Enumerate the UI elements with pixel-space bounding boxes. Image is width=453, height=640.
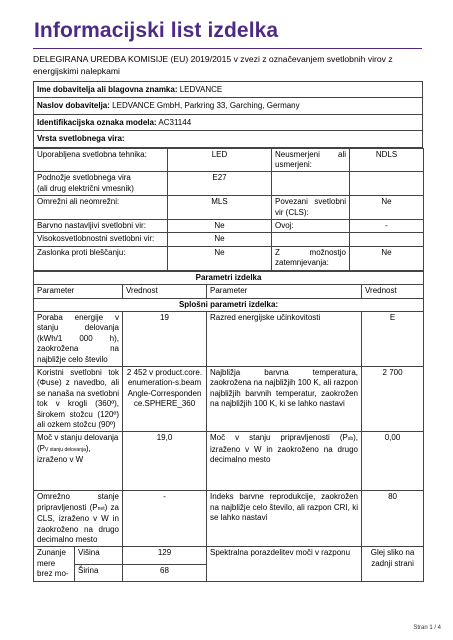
width-value: 68 [123, 564, 207, 581]
envelope-label: Ovoj: [272, 220, 350, 233]
supplier-name-value: LEDVANCE [179, 85, 223, 94]
standby-power-value: 0,00 [362, 432, 424, 491]
technology-value: LED [168, 148, 272, 172]
table-row [34, 491, 424, 547]
source-type-heading: Vrsta svetlobnega vira: [34, 131, 423, 147]
width-label: Širina [75, 564, 123, 581]
useful-flux-value: 2 452 v product.core.enumeration-s.beamAngle-Correspondence.SPHERE_360 [123, 366, 207, 431]
mains-value: MLS [168, 196, 272, 220]
envelope-value: - [350, 220, 424, 233]
supplier-address-value: LEDVANCE GmbH, Parkring 33, Garching, Germany [112, 101, 300, 111]
standby-power-label: Moč v stanju pripravljenosti (Psb), izraženo v W in zaokroženo na drugo decimalno mesto [207, 432, 362, 491]
supplier-table [33, 81, 423, 148]
dimmable-value: Ne [350, 246, 424, 270]
networked-standby-label: Omrežno stanje pripravljenosti (Pnet) za CLS, izraženo v W in zaokroženo na drugo decimalno mesto [34, 491, 123, 547]
table-row [34, 311, 424, 366]
dimensions-label: Zunanje mere brez mo- [34, 547, 75, 581]
empty-cell [272, 172, 350, 196]
cap-label [34, 172, 168, 196]
on-mode-power-value: 19,0 [123, 432, 207, 491]
energy-class-value: E [362, 311, 424, 366]
parameters-heading: Parametri izdelka [34, 271, 424, 284]
cri-value: 80 [362, 491, 424, 547]
parameters-table [33, 271, 424, 582]
supplier-name-label: Ime dobavitelja ali blagovna znamka: [37, 85, 178, 94]
empty-cell [350, 233, 424, 246]
cap-label-line1: Podnožje svetlobnega vira [37, 173, 131, 183]
colour-temperature-value: 2 700 [362, 366, 424, 431]
table-row [34, 246, 424, 270]
column-header-value: Vrednost [123, 285, 207, 298]
empty-cell [350, 172, 424, 196]
useful-flux-label: Koristni svetlobni tok (Φuse) z navedbo, ali se nanaša na svetlobni tok v krogli (360º), širokem stožcu (120º) ali ozkem stožcu (90º) [34, 366, 123, 431]
table-row [34, 196, 424, 220]
anti-glare-value: Ne [168, 246, 272, 270]
cls-value: Ne [350, 196, 424, 220]
colour-tuneable-value: Ne [168, 220, 272, 233]
page-number: Stran 1 / 4 [413, 625, 441, 631]
table-row [34, 432, 424, 491]
supplier-name-row [34, 82, 423, 98]
anti-glare-label: Zaslonka proti bleščanju: [34, 246, 168, 270]
directional-label: Neusmerjeni ali usmerjeni: [272, 148, 350, 172]
table-row [34, 148, 424, 172]
cls-label: Povezani svetlobni vir (CLS): [272, 196, 350, 220]
general-parameters-heading: Splošni parametri izdelka: [34, 298, 424, 311]
height-label: Višina [75, 547, 123, 564]
on-mode-power-label: Moč v stanju delovanja (PV stanju delovanja), izraženo v W [34, 432, 123, 491]
table-header-row [34, 285, 424, 298]
high-luminance-value: Ne [168, 233, 272, 246]
technology-label: Uporabljena svetlobna tehnika: [34, 148, 168, 172]
cap-label-line2: (ali drug električni vmesnik) [37, 183, 134, 193]
source-type-table [33, 148, 424, 271]
model-identifier-value: AC31144 [158, 117, 192, 127]
product-information-sheet [33, 81, 423, 582]
table-row [34, 233, 424, 246]
directional-value: NDLS [350, 148, 424, 172]
title-divider [33, 48, 422, 49]
energy-consumption-value: 19 [123, 311, 207, 366]
high-luminance-label: Visokosvetlobnostni svetlobni vir: [34, 233, 168, 246]
page-title: Informacijski list izdelka [34, 19, 279, 42]
regulation-subtitle: DELEGIRANA UREDBA KOMISIJE (EU) 2019/2015 v zvezi z označevanjem svetlobnih virov z energijskimi nalepkami [33, 54, 393, 76]
table-row [34, 220, 424, 233]
table-row [34, 172, 424, 196]
spectral-distribution-label: Spektralna porazdelitev moči v razponu [207, 547, 362, 581]
energy-class-label: Razred energijske učinkovitosti [207, 311, 362, 366]
table-row [34, 366, 424, 431]
model-identifier-row [34, 114, 423, 130]
column-header-parameter: Parameter [207, 285, 362, 298]
column-header-value: Vrednost [362, 285, 424, 298]
spectral-distribution-value: Glej sliko na zadnji strani [362, 547, 424, 581]
colour-tuneable-label: Barvno nastavljivi svetlobni vir: [34, 220, 168, 233]
cri-label: Indeks barvne reprodukcije, zaokrožen na najbližje celo število, ali razpon CRI, ki se lahko nastavi [207, 491, 362, 547]
cap-value: E27 [168, 172, 272, 196]
networked-standby-value: - [123, 491, 207, 547]
supplier-address-label: Naslov dobavitelja: [37, 101, 110, 111]
table-row [34, 547, 424, 564]
empty-cell [272, 233, 350, 246]
column-header-parameter: Parameter [34, 285, 123, 298]
mains-label: Omrežni ali neomrežni: [34, 196, 168, 220]
height-value: 129 [123, 547, 207, 564]
colour-temperature-label: Najbližja barvna temperatura, zaokrožena na najbližjih 100 K, ali razpon najbližjih barvnih temperatur, zaokrožen na najbližjih 100 K, ki se lahko nastavi [207, 366, 362, 431]
model-identifier-label: Identifikacijska oznaka modela: [37, 117, 157, 127]
dimmable-label: Z možnostjo zatemnjevanja: [272, 246, 350, 270]
supplier-address-row [34, 98, 423, 114]
energy-consumption-label: Poraba energije v stanju delovanja (kWh/1 000 h), zaokrožena na najbližje celo število [34, 311, 123, 366]
